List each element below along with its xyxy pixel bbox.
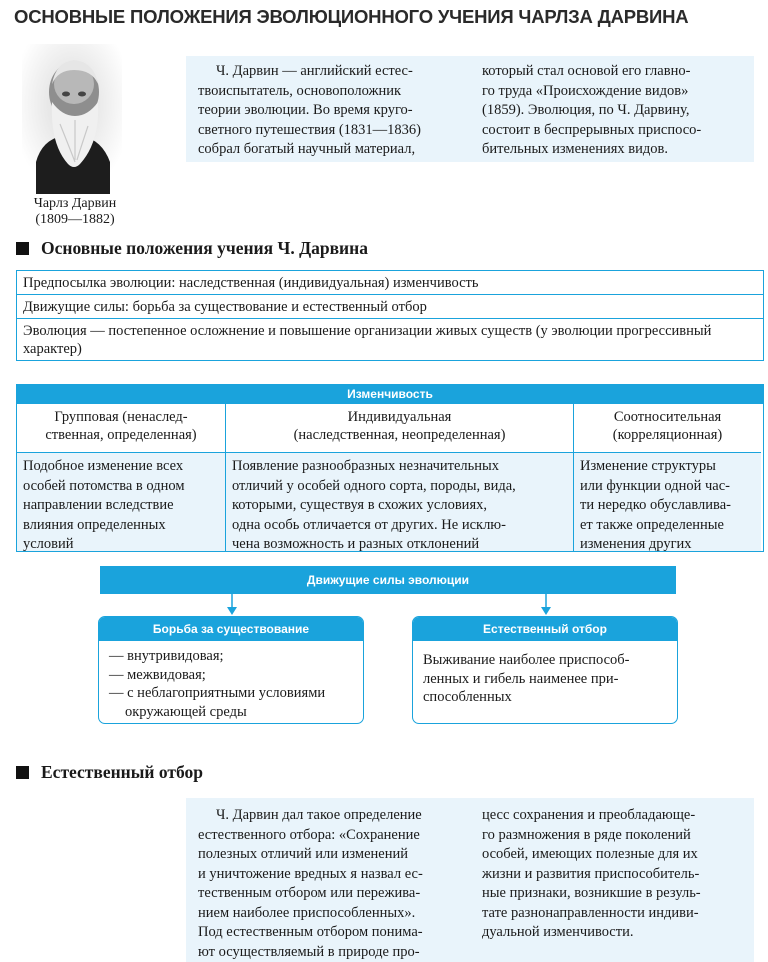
arrow-down-icon (224, 594, 240, 616)
body-line: чена возможность и разных отклонений (232, 536, 480, 552)
selection-text-line: ные признаки, возникшие в резуль- (482, 885, 701, 901)
selection-left-column (198, 806, 466, 962)
intro-line: твоиспытатель, основоположник (198, 82, 402, 99)
arrow-down-icon (538, 594, 554, 616)
intro-line: Ч. Дарвин — английский естес- (216, 63, 413, 79)
struggle-item: — межвидовая; (109, 666, 206, 683)
selection-text-line: особей, имеющих полезные для их (482, 846, 698, 862)
selection-text-line: цесс сохранения и преобладающе- (482, 807, 696, 823)
struggle-card (98, 616, 364, 724)
variability-column-correlative (573, 404, 761, 551)
intro-line: (1859). Эволюция, по Ч. Дарвину, (482, 102, 690, 118)
body-line: или функции одной час- (580, 477, 730, 494)
portrait-caption (10, 196, 140, 228)
portrait-name: Чарлз Дарвин (33, 196, 117, 211)
square-bullet-icon (16, 242, 29, 255)
natural-selection-card-body (413, 641, 677, 713)
body-line: отличий у особей одного сорта, породы, вида, (232, 477, 516, 494)
premise-row: Предпосылка эволюции: наследственная (индивидуальная) изменчивость (23, 275, 479, 291)
section-heading-text: Основные положения учения Ч. Дарвина (41, 238, 368, 258)
body-line: одна особь отличается от других. Не исклю- (232, 516, 506, 533)
body-line: Изменение структуры (580, 458, 716, 474)
struggle-card-title: Борьба за существование (99, 617, 363, 641)
section-heading-darwin (16, 238, 368, 259)
body-line: Подобное изменение всех (23, 458, 184, 474)
column-heading-line: (наследственная, неопределенная) (293, 427, 506, 443)
column-heading-line: ственная, определенная) (45, 427, 197, 443)
column-heading-line: Групповая (ненаслед- (54, 409, 188, 425)
selection-text-line: тате разнонаправленности индиви- (482, 904, 699, 921)
intro-left-column (198, 62, 466, 160)
premises-table (16, 270, 764, 361)
intro-line: теории эволюции. Во время круго- (198, 102, 413, 118)
intro-line: собрал богатый научный материал, (198, 141, 416, 157)
premise-row: Эволюция — постепенное осложнение и повышение организации живых существ (у эволюции прогрессивный характер) (17, 318, 763, 360)
selection-text-line: Под естественным отбором понима- (198, 924, 423, 940)
square-bullet-icon (16, 766, 29, 779)
page-title: ОСНОВНЫЕ ПОЛОЖЕНИЯ ЭВОЛЮЦИОННОГО УЧЕНИЯ ЧАРЛЗА ДАРВИНА (14, 6, 689, 27)
column-body (574, 452, 761, 551)
body-line: направлении вследствие (23, 497, 174, 513)
body-line: Появление разнообразных незначительных (232, 458, 500, 474)
selection-text-line: дуальной изменчивости. (482, 924, 634, 940)
variability-table (16, 384, 764, 552)
variability-header: Изменчивость (17, 385, 763, 404)
premise-row: Движущие силы: борьба за существование и естественный отбор (17, 294, 763, 318)
column-heading (17, 404, 225, 452)
intro-right-column (482, 62, 748, 160)
selection-right-column (482, 806, 748, 943)
driving-forces-header: Движущие силы эволюции (100, 566, 676, 594)
intro-line: светного путешествия (1831—1836) (198, 121, 422, 138)
darwin-portrait (22, 44, 122, 194)
body-line: ти нередко обуславлива- (580, 497, 731, 513)
selection-text-line: и уничтожение вредных я назвал ес- (198, 865, 423, 882)
selection-text-line: нием наиболее приспособленных». (198, 904, 416, 921)
section-heading-text: Естественный отбор (41, 762, 204, 782)
column-heading (574, 404, 761, 452)
portrait-years: (1809—1882) (35, 212, 115, 227)
variability-column-individual (225, 404, 573, 551)
selection-text-line: естественного отбора: «Сохранение (198, 826, 420, 843)
body-line: ет также определенные (580, 516, 724, 533)
column-body (226, 452, 573, 551)
column-body (17, 452, 225, 551)
body-line: особей потомства в одном (23, 477, 185, 494)
selection-line: Выживание наиболее приспособ- (423, 652, 630, 668)
intro-box (186, 56, 754, 162)
variability-column-group (17, 404, 225, 551)
column-heading-line: Соотносительная (613, 409, 722, 425)
selection-text-line: полезных отличий или изменений (198, 846, 408, 862)
selection-line: ленных и гибель наименее при- (423, 670, 619, 687)
intro-line: бительных изменениях видов. (482, 141, 668, 157)
column-heading-line: (корреляционная) (612, 427, 723, 443)
body-line: изменения других (580, 536, 692, 552)
natural-selection-card (412, 616, 678, 724)
natural-selection-card-title: Естественный отбор (413, 617, 677, 641)
selection-text-line: Ч. Дарвин дал такое определение (216, 807, 422, 823)
selection-text-line: жизни и развития приспособитель- (482, 865, 700, 882)
intro-line: который стал основой его главно- (482, 63, 691, 79)
selection-line: способленных (423, 689, 512, 705)
selection-text-box (186, 798, 754, 962)
struggle-card-body (99, 641, 363, 724)
selection-text-line: тественным отбором или пережива- (198, 885, 421, 901)
body-line: которыми, существуя в схожих условиях, (232, 497, 487, 513)
body-line: условий (23, 536, 74, 552)
intro-line: го труда «Происхождение видов» (482, 82, 689, 99)
struggle-item: — внутривидовая; (109, 648, 224, 664)
body-line: влияния определенных (23, 516, 166, 533)
selection-text-line: го размножения в ряде поколений (482, 826, 691, 843)
column-heading-line: Индивидуальная (347, 409, 452, 425)
struggle-item: — с неблагоприятными условиями окружающей среды (109, 685, 326, 720)
selection-text-line: ют осуществляемый в природе про- (198, 943, 420, 960)
column-heading (226, 404, 573, 452)
section-heading-selection (16, 762, 203, 783)
intro-line: состоит в беспрерывных приспосо- (482, 121, 702, 138)
